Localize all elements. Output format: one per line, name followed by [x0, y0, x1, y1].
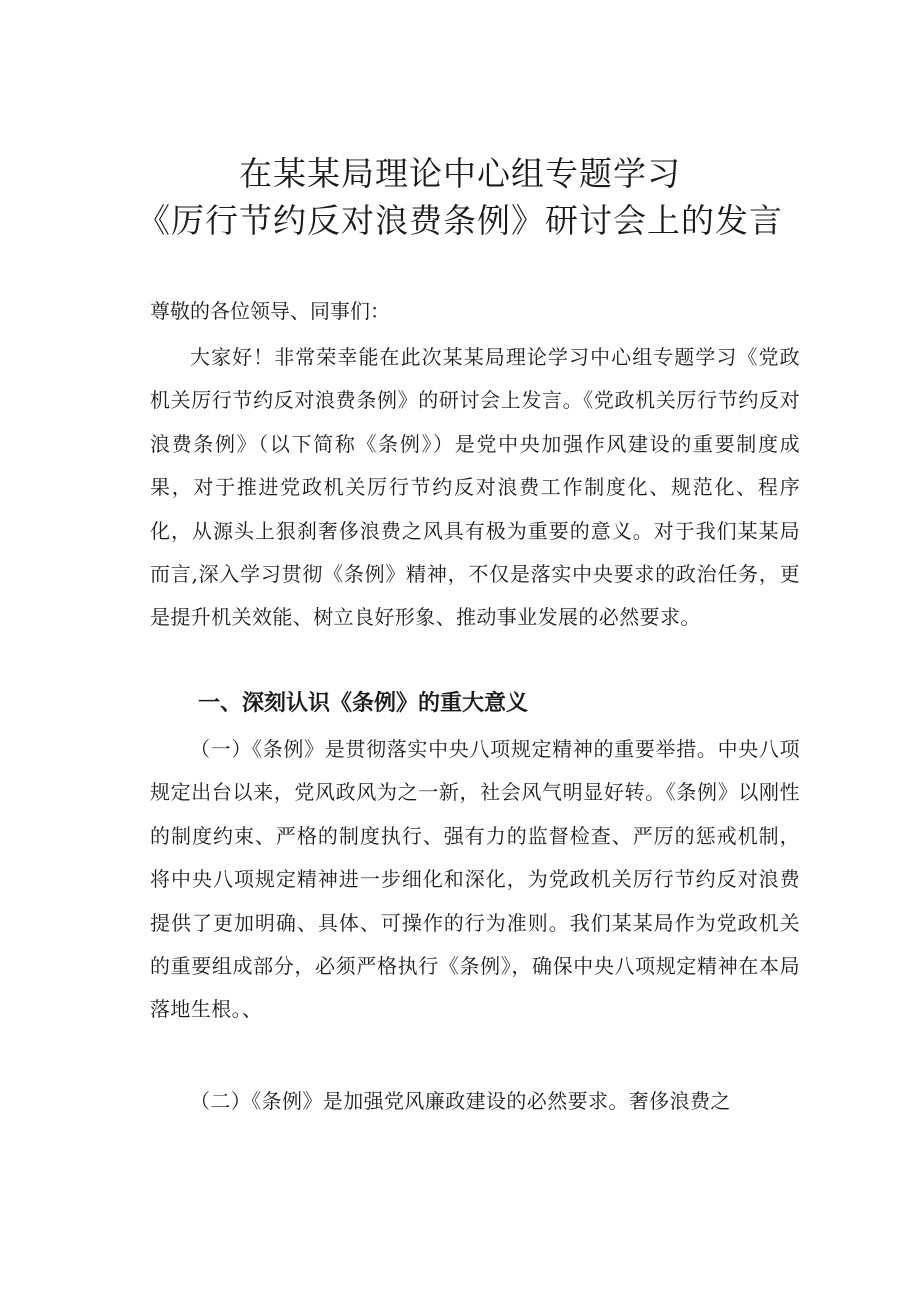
- salutation: 尊敬的各位领导、同事们：: [150, 299, 390, 323]
- section-heading: 一、深刻认识《条例》的重大意义: [198, 691, 529, 716]
- opening-paragraph: 大家好！非常荣幸能在此次某某局理论学习中心组专题学习《党政机关厉行节约反对浪费条例》的研讨会上发言。《党政机关厉行节约反对浪费条例》（以下简称《条例》）是党中央加强作风建设的重要制度成果，对于推进党政机关厉行节约反对浪费工作制度化、规范化、程序化，从源头上狠刹奢侈浪费之风具有极为重要的意义。对于我们某某局而言,深入学习贯彻《条例》精神，不仅是落实中央要求的政治任务，更是提升机关效能、树立良好形象、推动事业发展的必然要求。: [150, 345, 800, 630]
- document-title-line-1: 在某某局理论中心组专题学习: [239, 154, 681, 193]
- subsection-paragraph-2: （二）《条例》是加强党风廉政建设的必然要求。奢侈浪费之: [190, 1089, 731, 1113]
- document-title-line-2: 《厉行节约反对浪费条例》研讨会上的发言: [137, 201, 783, 240]
- subsection-paragraph-1: （一）《条例》是贯彻落实中央八项规定精神的重要举措。中央八项规定出台以来，党风政风为之一新，社会风气明显好转。《条例》以刚性的制度约束、严格的制度执行、强有力的监督检查、严厉的惩戒机制，将中央八项规定精神进一步细化和深化，为党政机关厉行节约反对浪费提供了更加明确、具体、可操作的行为准则。我们某某局作为党政机关的重要组成部分，必须严格执行《条例》，确保中央八项规定精神在本局落地生根。、: [150, 737, 800, 1022]
